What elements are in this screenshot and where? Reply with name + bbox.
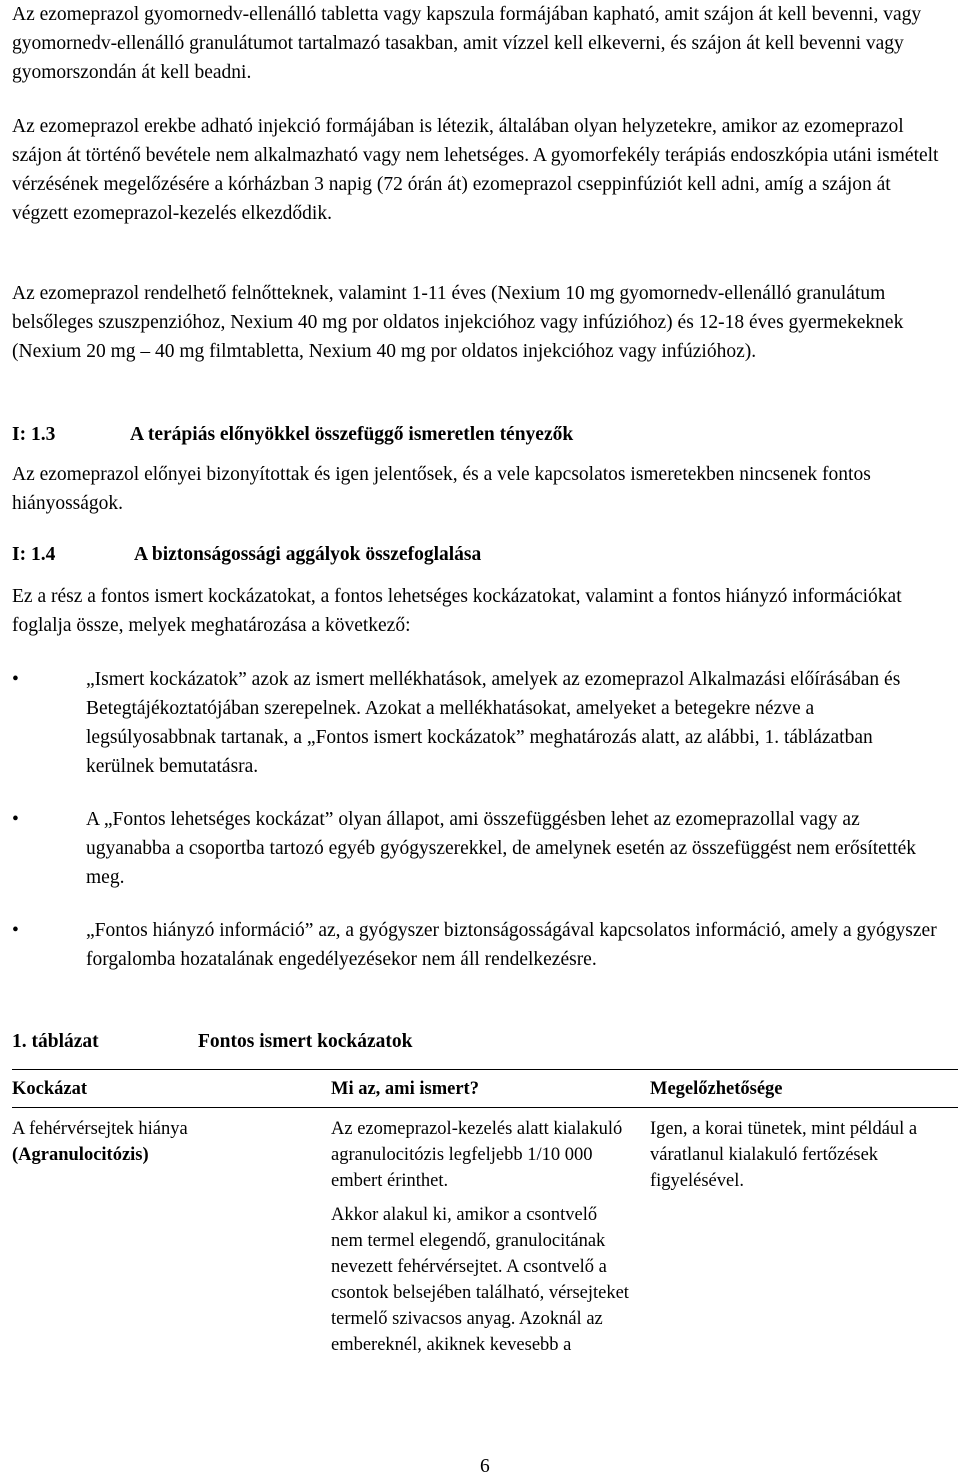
risk-name: A fehérvérsejtek hiánya bbox=[12, 1119, 188, 1139]
section-title: A biztonságossági aggályok összefoglalása bbox=[134, 544, 482, 565]
paragraph-injection: Az ezomeprazol erekbe adható injekció formájában is létezik, általában olyan helyzetekre, amikor az ezomeprazol szájon át történő bevétele nem alkalmazható vagy nem lehetséges. A gyomorfekély terápiás endoszkópia utáni ismételt vérzésének megelőzésére a kórházban 3 napig (72 órán át) ezomeprazol cseppinfúziót kell adni, amíg a szájon át végzett ezomeprazol-kezelés elkezdődik. bbox=[12, 116, 939, 224]
paragraph-tablet-forms: Az ezomeprazol gyomornedv-ellenálló tabletta vagy kapszula formájában kapható, amit szájon át kell bevenni, vagy gyomornedv-ellenálló granulátumot tartalmazó tasakban, amit vízzel kell elkeverni, és szájon át kell bevenni vagy gyomorszondán át kell beadni. bbox=[12, 4, 922, 83]
paragraph-prescription: Az ezomeprazol rendelhető felnőtteknek, valamint 1-11 éves (Nexium 10 mg gyomornedv-ellenálló granulátum belsőleges szuszpenzióhoz, Nexium 40 mg por oldatos injekcióhoz vagy infúzióhoz) és 12-18 éves gyermekeknek (Nexium 20 mg – 40 mg filmtabletta, Nexium 40 mg por oldatos injekcióhoz vagy infúzióhoz). bbox=[12, 283, 904, 362]
table-top-rule bbox=[12, 1069, 958, 1070]
known-text-2: Akkor alakul ki, amikor a csontvelő nem termel elegendő, granulocitának nevezett fehérvérsejtet. A csontvelő a csontok belsejében található, vérsejteket termelő szivacsos anyag. Azoknál az embereknél, akiknek kevesebb a bbox=[331, 1205, 629, 1355]
list-item-text: „Fontos hiányzó információ” az, a gyógyszer biztonságosságával kapcsolatos információ, amely a gyógyszer forgalomba hozatalának engedélyezésekor nem áll rendelkezésre. bbox=[86, 920, 937, 970]
section-heading-1-4 bbox=[12, 540, 481, 569]
risk-medical-term: (Agranulocitózis) bbox=[12, 1145, 149, 1165]
table-header-rule bbox=[12, 1107, 958, 1108]
paragraph-safety-intro: Ez a rész a fontos ismert kockázatokat, a fontos lehetséges kockázatokat, valamint a fontos hiányzó információkat foglalja össze, melyek meghatározása a következő: bbox=[12, 586, 902, 636]
list-item-known-risks bbox=[12, 665, 940, 781]
table-caption-title: Fontos ismert kockázatok bbox=[198, 1031, 413, 1052]
list-item-text: A „Fontos lehetséges kockázat” olyan állapot, ami összefüggésben lehet az ezomeprazollal vagy az ugyanabba a csoportba tartozó egyéb gyógyszerekkel, de amelynek esetén az összefüggést nem erősítették meg. bbox=[86, 809, 917, 888]
list-item-text: „Ismert kockázatok” azok az ismert mellékhatások, amelyek az ezomeprazol Alkalmazási előírásában és Betegtájékoztatójában szerepelnek. Azokat a mellékhatásokat, amelyeket a betegekre nézve a legsúlyosabbnak tartanak, a „Fontos ismert kockázatok” meghatározás alatt, az alábbi, 1. táblázatban kerülnek bemutatásra. bbox=[86, 669, 901, 777]
known-text-1: Az ezomeprazol-kezelés alatt kialakuló agranulocitózis legfeljebb 1/10 000 embert érinthet. bbox=[331, 1119, 623, 1191]
section-number: I: 1.3 bbox=[12, 424, 56, 445]
table-header-prevention: Megelőzhetősége bbox=[650, 1079, 783, 1099]
table-cell-known bbox=[331, 1116, 631, 1358]
table-header-known: Mi az, ami ismert? bbox=[331, 1079, 479, 1099]
list-item-missing-info bbox=[12, 916, 940, 974]
table-caption-number: 1. táblázat bbox=[12, 1031, 99, 1052]
table-cell-risk bbox=[12, 1116, 312, 1168]
page-number: 6 bbox=[480, 1456, 490, 1477]
bullet-marker: • bbox=[12, 920, 19, 941]
table-header-risk: Kockázat bbox=[12, 1079, 88, 1099]
paragraph-benefits: Az ezomeprazol előnyei bizonyítottak és igen jelentősek, és a vele kapcsolatos ismeretekben nincsenek fontos hiányosságok. bbox=[12, 464, 871, 514]
table-caption bbox=[12, 1027, 412, 1056]
bullet-marker: • bbox=[12, 809, 19, 830]
prevention-text: Igen, a korai tünetek, mint például a váratlanul kialakuló fertőzések figyelésével. bbox=[650, 1119, 918, 1191]
list-item-potential-risk bbox=[12, 805, 940, 892]
bullet-marker: • bbox=[12, 669, 19, 690]
table-cell-prevention bbox=[650, 1116, 950, 1194]
section-title: A terápiás előnyökkel összefüggő ismeretlen tényezők bbox=[130, 424, 574, 445]
section-heading-1-3 bbox=[12, 420, 573, 449]
section-number: I: 1.4 bbox=[12, 544, 56, 565]
